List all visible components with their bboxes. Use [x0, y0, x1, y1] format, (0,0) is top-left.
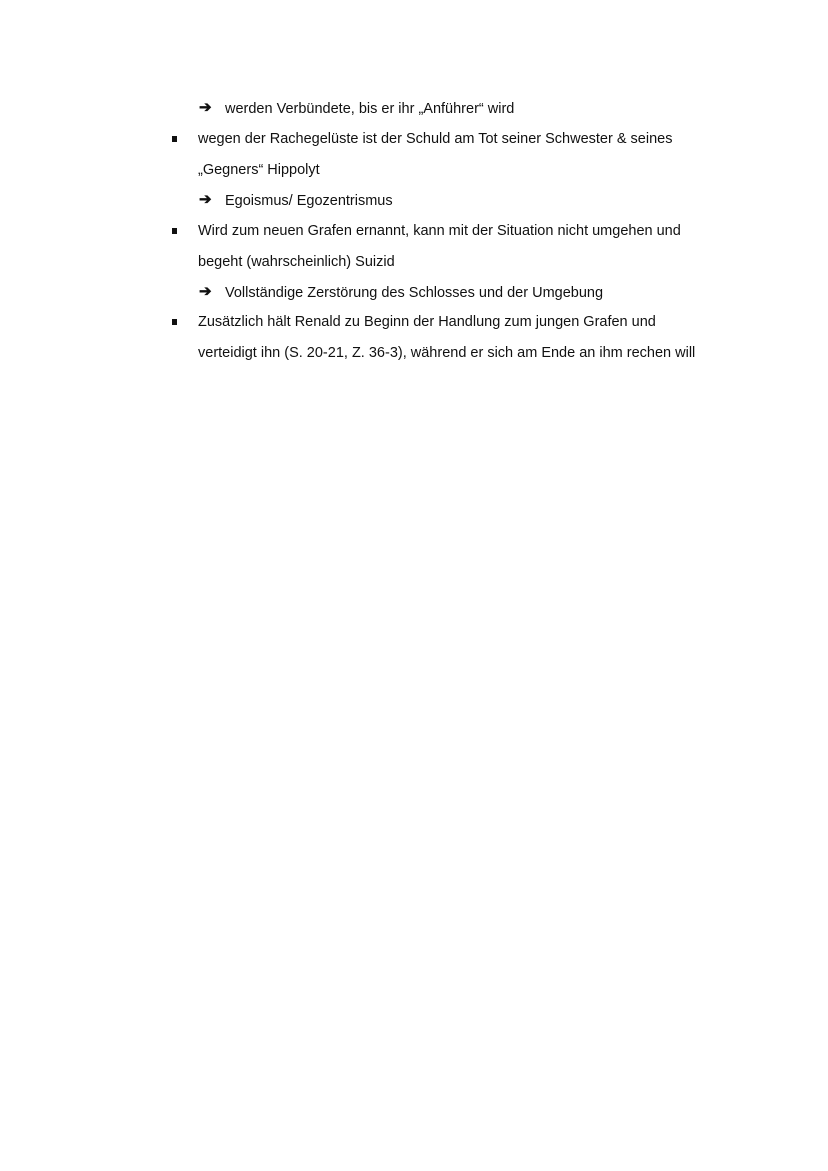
arrow-icon: ➔ — [199, 191, 212, 208]
bullet-item-text: Zusätzlich hält Renald zu Beginn der Handlung zum jungen Grafen und — [198, 314, 656, 330]
arrow-item-text: Egoismus/ Egozentrismus — [225, 193, 393, 209]
bullet-item-text: Wird zum neuen Grafen ernannt, kann mit der Situation nicht umgehen und — [198, 223, 681, 239]
bullet-icon — [172, 319, 177, 325]
arrow-icon: ➔ — [199, 99, 212, 116]
bullet-item-text: wegen der Rachegelüste ist der Schuld am Tot seiner Schwester & seines — [198, 131, 673, 147]
bullet-item-continuation: begeht (wahrscheinlich) Suizid — [198, 254, 395, 270]
bullet-item-continuation: verteidigt ihn (S. 20-21, Z. 36-3), während er sich am Ende an ihm rechen will — [198, 345, 696, 361]
arrow-item-text: Vollständige Zerstörung des Schlosses und der Umgebung — [225, 285, 604, 301]
arrow-icon: ➔ — [199, 283, 212, 300]
bullet-icon — [172, 136, 177, 142]
bullet-icon — [172, 228, 177, 234]
bullet-item-continuation: „Gegners“ Hippolyt — [198, 162, 320, 178]
arrow-item-text: werden Verbündete, bis er ihr „Anführer“ wird — [225, 101, 515, 117]
